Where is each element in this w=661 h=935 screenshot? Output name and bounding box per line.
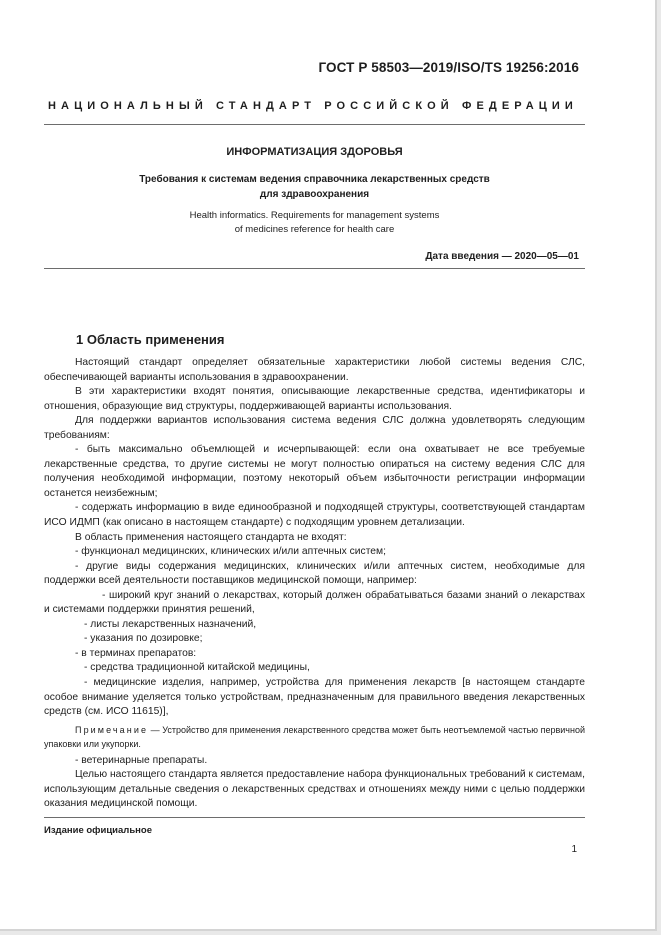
edition-label: Издание официальное [44,825,152,836]
paragraph: В область применения настоящего стандарта не входят: [75,531,347,543]
document-number: ГОСТ Р 58503—2019/ISO/TS 19256:2016 [318,60,579,75]
footer-divider [44,817,585,818]
paragraph: В эти характеристики входят понятия, описывающие лекарственные средства, идентификаторы и отношения, образующие вид структуры, поддерживающей варианты использования. [44,386,585,412]
list-item: - другие виды содержания медицинских, клинических и/или аптечных систем, необходимые для поддержки всей деятельности поставщиков медицинской помощи, например: [44,560,585,587]
document-title: ИНФОРМАТИЗАЦИЯ ЗДОРОВЬЯ [226,146,403,158]
english-title-line-1: Health informatics. Requirements for management systems [189,210,440,221]
english-title-line-2: of medicines reference for health care [234,224,395,235]
list-item: - ветеринарные препараты. [75,754,208,766]
national-standard-line: НАЦИОНАЛЬНЫЙ СТАНДАРТ РОССИЙСКОЙ ФЕДЕРАЦИИ [48,100,578,112]
sub-list-item: - средства традиционной китайской медицины, [84,662,310,674]
sub-list-item: - широкий круг знаний о лекарствах, который должен обрабатываться базами знаний о лекарствах и системами поддержки принятия решений, [44,589,585,616]
section-body [44,356,585,812]
sub-list-item: - медицинские изделия, например, устройства для применения лекарств [в настоящем стандарте особое внимание уделяется только устройствам, предназначенным для правильного введения лекарственных средств (см. ИСО 11615)], [44,677,585,718]
date-divider [44,268,585,269]
note-text: — Устройство для применения лекарственного средства может быть неотъемлемой частью первичной упаковки или укупорки. [44,724,585,749]
list-item: - функционал медицинских, клинических и/или аптечных систем; [75,546,386,558]
subtitle-line-1: Требования к системам ведения справочника лекарственных средств [139,174,490,185]
note-label: Примечание [75,724,149,735]
document-subtitle [44,172,585,202]
sub-list-item: - указания по дозировке; [84,633,203,645]
paragraph: Целью настоящего стандарта является предоставление набора функциональных требований к системам, использующим детальные сведения о лекарственных средствах и отношениях между ними с целью поддержки оказания медицинской помощи. [44,769,585,810]
section-heading: 1 Область применения [76,332,225,347]
list-item: - быть максимально объемлющей и исчерпывающей: если она охватывает не все требуемые лекарственные средства, то другие системы не могут полностью опираться на систему ведения СЛС для получения необходимой информации, поэтому некоторый объем избыточности регистрации информации останется неизбежным; [44,444,585,499]
introduction-date: Дата введения — 2020—05—01 [425,251,579,262]
list-item: - содержать информацию в виде единообразной и подходящей структуры, соответствующей стандартам ИСО ИДМП (как описано в настоящем стандарте) с подходящим уровнем детализации. [44,502,585,529]
paragraph: Для поддержки вариантов использования система ведения СЛС должна удовлетворять следующим требованиям: [44,415,585,441]
page-number: 1 [571,844,577,855]
header-divider [44,124,585,125]
english-title [44,209,585,237]
list-item: - в терминах препаратов: [75,647,197,659]
sub-list-item: - листы лекарственных назначений, [84,618,257,630]
paragraph: Настоящий стандарт определяет обязательные характеристики любой системы ведения СЛС, обеспечивающей варианты использования в здравоохранении. [44,357,585,383]
note [44,723,585,751]
subtitle-line-2: для здравоохранения [259,189,370,200]
